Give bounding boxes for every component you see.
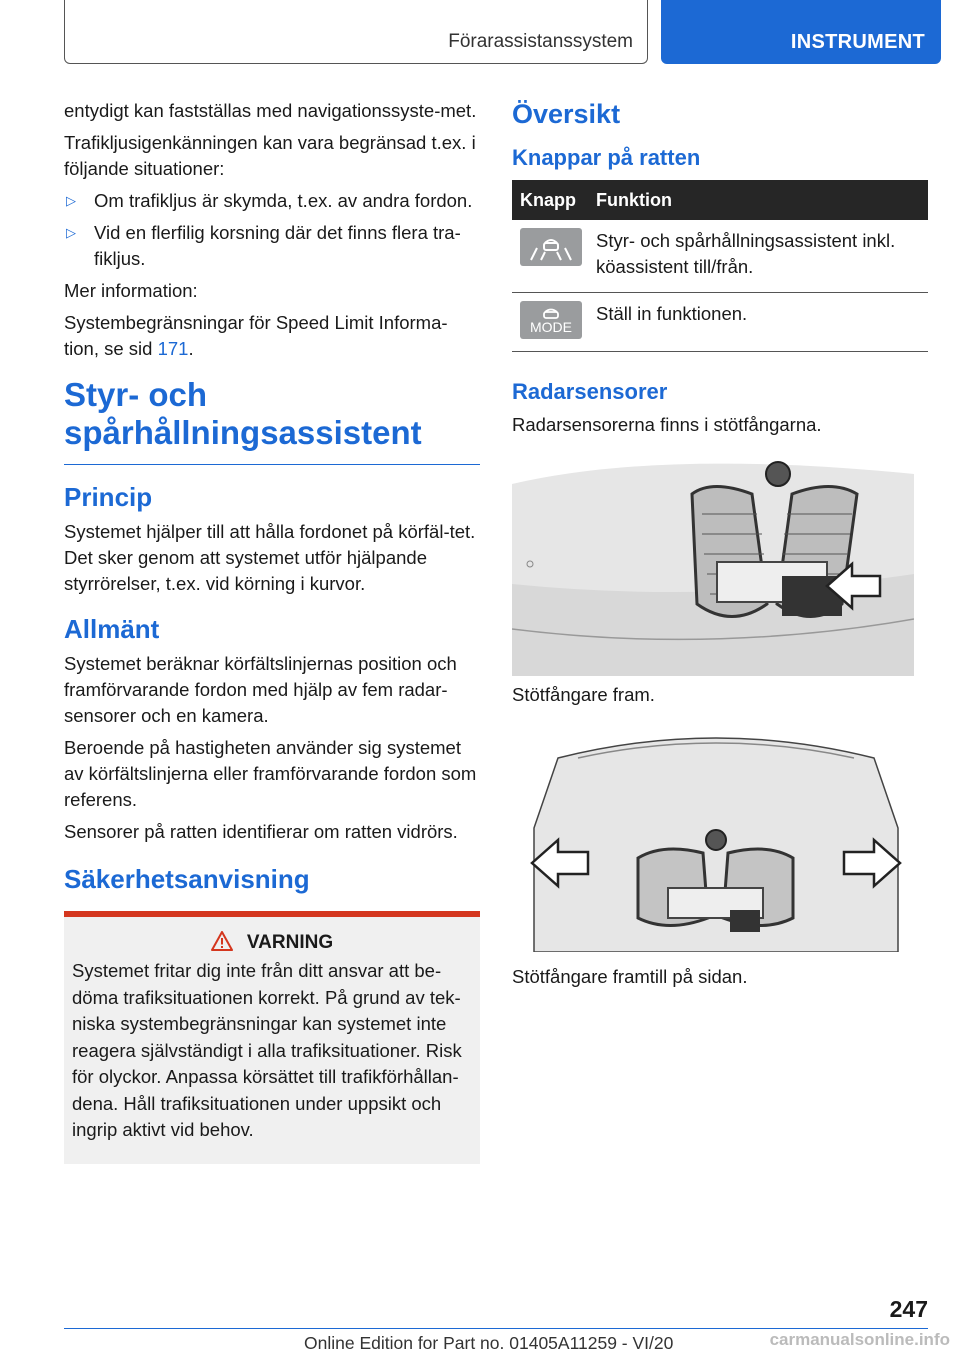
table-cell-function: Styr- och spårhållningsassistent inkl. köassistent till/från. (588, 220, 928, 293)
table-header-row (512, 180, 928, 220)
subsection-heading-allmant: Allmänt (64, 614, 160, 644)
subsection-heading-princip: Princip (64, 482, 153, 512)
list-item: ▷ Vid en flerfilig korsning där det finns flera tra‐fikljus. (66, 222, 461, 269)
section-heading-overview: Översikt (512, 99, 621, 129)
mode-button-icon: MODE (520, 301, 582, 339)
bullet-list (64, 188, 480, 272)
section-heading: Styr- och spårhållningsassistent (64, 376, 422, 451)
paragraph: Mer information: (64, 280, 198, 301)
paragraph: Systembegränsningar för Speed Limit Informa‐tion, se sid 171. (64, 312, 448, 359)
lane-assist-button-icon (520, 228, 582, 266)
warning-header (72, 931, 472, 954)
warning-triangle-icon (211, 931, 233, 951)
table-header-function: Funktion (588, 180, 928, 220)
table-header-button: Knapp (512, 180, 588, 220)
table-cell-function: Ställ in funktionen. (588, 293, 928, 352)
page-reference-link[interactable]: 171 (157, 338, 189, 359)
paragraph: Systemet hjälper till att hålla fordonet på körfäl‐tet. Det sker genom att systemet utför hjälpande styrrörelser, t.ex. vid körning i kurvor. (64, 521, 476, 594)
header-chapter-tab[interactable] (661, 0, 941, 64)
page-number: 247 (889, 1296, 928, 1322)
left-column (64, 98, 480, 1164)
paragraph: entydigt kan fastställas med navigationssyste‐met. (64, 100, 477, 121)
heading-divider (64, 464, 480, 465)
paragraph: Trafikljusigenkänningen kan vara begränsad t.ex. i följande situationer: (64, 132, 476, 179)
triangle-bullet-icon: ▷ (66, 225, 76, 240)
paragraph: Radarsensorerna finns i stötfångarna. (512, 414, 822, 435)
header-chapter-title: INSTRUMENT (790, 31, 925, 53)
paragraph: Beroende på hastigheten använder sig systemet av körfältslinjerna eller framförvarande fordon som referens. (64, 737, 477, 810)
warning-text: Systemet fritar dig inte från ditt ansvar att be‐döma trafiksituationen korrekt. På grund av tek‐niska systembegränsningar kan systemet inte reagera självständigt i alla trafiksituationer. Risk för olyckor. Anpassa körsättet till trafikförhållan‐dena. Håll trafiksituationen under uppsikt och ingrip aktivt vid behov. (72, 960, 462, 1140)
footer-edition: Online Edition for Part no. 01405A11259 - VI/20 (304, 1333, 674, 1353)
side-bumper-illustration (518, 728, 914, 952)
table-row (512, 220, 928, 293)
front-bumper-illustration (512, 454, 914, 676)
triangle-bullet-icon: ▷ (66, 193, 76, 208)
table-row (512, 293, 928, 352)
list-item: ▷ Om trafikljus är skymda, t.ex. av andra fordon. (64, 188, 480, 214)
footer-divider (64, 1328, 928, 1329)
subsection-heading-buttons: Knappar på ratten (512, 145, 701, 170)
header-section-title: Förarassistanssystem (448, 31, 633, 52)
watermark: carmanualsonline.info (769, 1330, 950, 1349)
subsection-heading-radar: Radarsensorer (512, 379, 668, 404)
figure-caption: Stötfångare framtill på sidan. (512, 966, 748, 987)
paragraph: Sensorer på ratten identifierar om ratten vidrörs. (64, 821, 458, 842)
right-column (512, 98, 928, 990)
warning-box (64, 911, 480, 1164)
paragraph: Systemet beräknar körfältslinjernas position och framförvarande fordon med hjälp av fem radar‐sensorer och en kamera. (64, 653, 457, 726)
figure-caption: Stötfångare fram. (512, 684, 655, 705)
header-section-tab (64, 0, 648, 64)
subsection-heading-safety: Säkerhetsanvisning (64, 864, 310, 894)
warning-label: VARNING (246, 932, 334, 953)
buttons-table (512, 180, 928, 352)
